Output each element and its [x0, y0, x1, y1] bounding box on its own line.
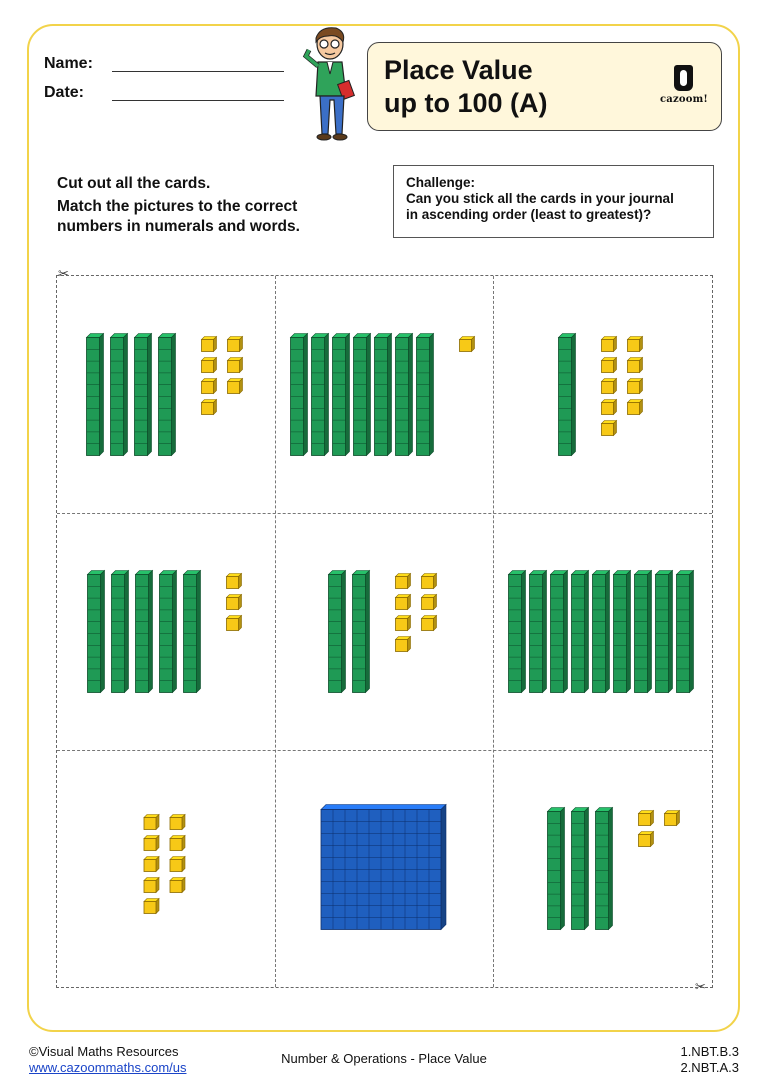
footer-topic: Number & Operations - Place Value: [281, 1051, 487, 1066]
place-value-card: [548, 808, 680, 930]
title-line-1: Place Value: [384, 55, 533, 85]
place-value-card: [88, 571, 242, 693]
standard-1: 1.NBT.B.3: [680, 1044, 739, 1059]
place-value-card: [559, 334, 643, 456]
instruction-line-3: numbers in numerals and words.: [57, 218, 300, 235]
footer-standards: [680, 1044, 739, 1076]
standard-2: 2.NBT.A.3: [680, 1060, 739, 1075]
scissors-icon: ✂: [58, 267, 69, 282]
title-line-2: up to 100 (A): [384, 88, 548, 118]
challenge-line-2: in ascending order (least to greatest)?: [406, 207, 652, 222]
place-value-card: [509, 571, 694, 693]
place-value-card: [87, 334, 243, 456]
date-label: Date:: [44, 84, 85, 101]
copyright-text: ©Visual Maths Resources: [29, 1044, 179, 1059]
instruction-line-1: Cut out all the cards.: [57, 175, 211, 192]
challenge-heading: Challenge:: [406, 175, 476, 190]
place-value-card: [329, 571, 437, 693]
name-label: Name:: [44, 55, 93, 72]
instruction-line-2: Match the pictures to the correct: [57, 198, 298, 215]
logo-text: cazoom!: [660, 94, 708, 105]
place-value-card: [144, 815, 185, 914]
scissors-icon: ✂: [695, 980, 706, 995]
website-link[interactable]: www.cazoommaths.com/us: [29, 1060, 187, 1075]
place-value-card: [321, 805, 446, 930]
place-value-card: [291, 334, 475, 456]
challenge-line-1: Can you stick all the cards in your journal: [406, 191, 674, 206]
